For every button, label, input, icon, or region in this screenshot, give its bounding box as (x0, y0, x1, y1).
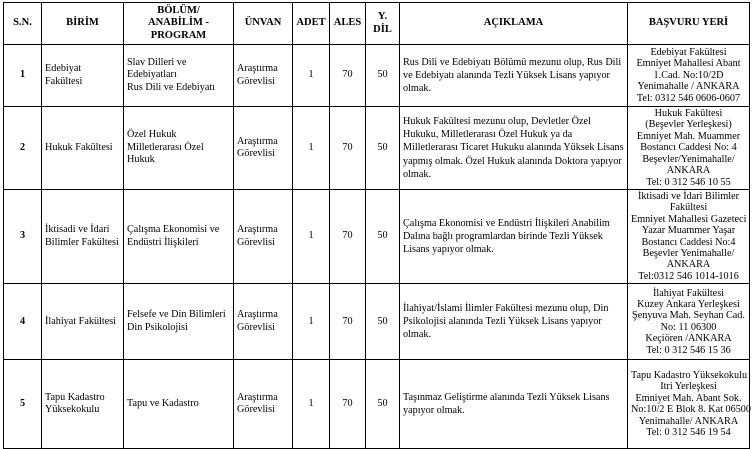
address-line: (Beşevler Yerleşkesi) (645, 119, 732, 131)
address-line: Hukuk Fakültesi (654, 108, 723, 119)
cell-basvuru (628, 189, 750, 283)
cell-line: Araştırma (237, 224, 278, 236)
cell-bolum (124, 107, 234, 190)
address-line: Tel: 0312 546 0606-0607 (636, 92, 741, 104)
cell-unvan (234, 45, 293, 107)
address-line: Tel: 0 312 546 15 36 (646, 344, 731, 356)
address-line: Beşevler/Yenimahalle/ (642, 153, 735, 165)
cell-bolum (124, 284, 234, 360)
header-ydil-line: Y. (377, 11, 388, 23)
header-aciklama: AÇIKLAMA (400, 3, 628, 45)
header-unvan: ÜNVAN (234, 3, 293, 45)
address-line: Tapu Kadastro Yüksekokulu (631, 370, 748, 382)
address-line: İktisadi ve İdari Bilimler (638, 190, 739, 202)
cell-birim (42, 107, 124, 190)
cell-ales: 70 (330, 189, 366, 283)
cell-bolum (124, 189, 234, 283)
table-row (4, 45, 750, 107)
cell-ales: 70 (330, 45, 366, 107)
address-line: Tel: 0 312 546 19 54 (646, 427, 731, 439)
address-line: Bostancı Caddesi No:4 (641, 236, 736, 248)
cell-line: Araştırma (237, 309, 278, 321)
cell-line: Rus Dili ve Edebiyatı (127, 81, 215, 93)
cell-line: Görevlisi (237, 75, 275, 87)
header-birim: BİRİM (42, 3, 124, 45)
cell-birim (42, 189, 124, 283)
cell-unvan (234, 189, 293, 283)
cell-line: Hukuk (127, 154, 155, 166)
header-ydil-line: DİL (373, 23, 392, 35)
address-line: Emniyet Mahallesi Gazeteci (631, 213, 747, 225)
cell-line: Hukuk Fakültesi (45, 141, 113, 153)
cell-ydil: 50 (366, 284, 400, 360)
cell-birim (42, 284, 124, 360)
header-bolum-line: ANABİLİM - (148, 17, 209, 29)
address-line: Itri Yerleşkesi (660, 381, 717, 393)
address-line: ANKARA (666, 165, 711, 177)
cell-line: Bilimler Fakültesi (45, 236, 119, 248)
table-row (4, 189, 750, 283)
cell-aciklama: Çalışma Ekonomisi ve Endüstri İlişkileri Anabilim Dalına bağlı programlardan birinde Tezli Yüksek Lisans yapıyor olmak. (400, 189, 628, 283)
cell-unvan (234, 284, 293, 360)
cell-line: Tapu Kadastro (45, 391, 105, 403)
cell-line: Tapu ve Kadastro (127, 398, 199, 410)
cell-line: Çalışma Ekonomisi ve (127, 224, 220, 236)
address-line: No: 11 06300 (660, 321, 717, 333)
address-line: Yazar Muammer Yaşar (641, 225, 736, 237)
address-line: Fakültesi (669, 202, 708, 214)
cell-sn: 2 (4, 107, 42, 190)
cell-line: İktisadi ve İdari (45, 224, 110, 236)
header-row (4, 3, 750, 45)
cell-line: Slav Dilleri ve (127, 56, 187, 68)
header-sn: S.N. (4, 3, 42, 45)
address-line: Edebiyat Fakültesi (650, 46, 727, 58)
cell-unvan (234, 107, 293, 190)
header-adet: ADET (293, 3, 330, 45)
cell-line: Araştırma (237, 63, 278, 75)
cell-ales: 70 (330, 360, 366, 449)
address-line: Emniyet Mah. Abant Sok. (635, 392, 742, 404)
address-line: Keçiören /ANKARA (645, 333, 732, 345)
address-line: Kuzey Ankara Yerleşkesi (637, 298, 740, 310)
address-line: Yenimahalle/ ANKARA (638, 415, 739, 427)
address-line: Emniyet Mah. Muammer (636, 130, 741, 142)
table-row (4, 107, 750, 190)
cell-basvuru (628, 45, 750, 107)
cell-bolum (124, 360, 234, 449)
cell-line: Görevlisi (237, 236, 275, 248)
cell-basvuru (628, 107, 750, 190)
cell-birim (42, 45, 124, 107)
cell-line: Edebiyatları (127, 69, 177, 81)
cell-birim (42, 360, 124, 449)
cell-adet: 1 (293, 360, 330, 449)
address-line: Şenyuva Mah. Seyhan Cad. (632, 310, 745, 322)
cell-aciklama: Taşınmaz Geliştirme alanında Tezli Yüksek Lisans yapıyor olmak. (400, 360, 628, 449)
cell-line: Araştırma (237, 391, 278, 403)
cell-sn: 3 (4, 189, 42, 283)
header-bolum-line: BÖLÜM/ (157, 5, 200, 17)
cell-basvuru (628, 360, 750, 449)
cell-line: Görevlisi (237, 404, 275, 416)
cell-ydil: 50 (366, 107, 400, 190)
cell-line: Yüksekokulu (45, 404, 100, 416)
cell-adet: 1 (293, 284, 330, 360)
cell-adet: 1 (293, 45, 330, 107)
cell-line: Özel Hukuk (127, 129, 177, 141)
cell-line: Felsefe ve Din Bilimleri (127, 309, 226, 321)
cell-bolum (124, 45, 234, 107)
address-line: Beşevler Yenimahalle/ (642, 248, 735, 260)
cell-sn: 4 (4, 284, 42, 360)
positions-table (3, 2, 750, 449)
cell-line: İlahiyat Fakültesi (45, 315, 117, 327)
cell-ales: 70 (330, 107, 366, 190)
table-row (4, 360, 750, 449)
cell-aciklama: Hukuk Fakültesi mezunu olup, Devletler Özel Hukuku, Milletlerarası Özel Hukuk ya da Milletlerarası Ticaret Hukuku alanında Yüksek Lisans yapmış olmak. Özel Hukuk alanında Doktora yapıyor olmak. (400, 107, 628, 190)
address-line: Yenimahalle / ANKARA (637, 81, 740, 93)
cell-line: Milletlerarası Özel (127, 141, 204, 153)
cell-aciklama: Rus Dili ve Edebiyatı Bölümü mezunu olup, Rus Dili ve Edebiyatı alanında Tezli Yüksek Lisans yapıyor olmak. (400, 45, 628, 107)
header-ydil (366, 3, 400, 45)
address-line: Emniyet Mahallesi Abant (636, 58, 741, 70)
address-line: Tel: 0 312 546 10 55 (646, 176, 731, 188)
header-bolum (124, 3, 234, 45)
address-line: 1.Cad. No:10/2D (653, 69, 724, 81)
cell-line: Araştırma (237, 135, 278, 147)
address-line: ANKARA (666, 259, 711, 271)
header-ales: ALES (330, 3, 366, 45)
cell-line: Edebiyat (45, 63, 82, 75)
cell-aciklama: İlahiyat/İslami İlimler Fakültesi mezunu olup, Din Psikolojisi alanında Tezli Yüksek Lisans yapıyor olmak. (400, 284, 628, 360)
cell-sn: 5 (4, 360, 42, 449)
cell-basvuru (628, 284, 750, 360)
address-line: İlahiyat Fakültesi (652, 287, 724, 299)
cell-ydil: 50 (366, 360, 400, 449)
cell-line: Fakültesi (45, 75, 83, 87)
cell-line: Din Psikolojisi (127, 321, 188, 333)
table-row (4, 284, 750, 360)
address-line: Tel:0312 546 1014-1016 (638, 270, 739, 282)
cell-line: Endüstri İlişkileri (127, 236, 199, 248)
cell-ydil: 50 (366, 45, 400, 107)
cell-line: Görevlisi (237, 147, 275, 159)
address-line: No:10/2 E Blok 8. Kat 06500 (631, 404, 751, 416)
address-line: Bostancı Caddesi No: 4 (640, 142, 737, 154)
cell-line: Görevlisi (237, 321, 275, 333)
cell-adet: 1 (293, 189, 330, 283)
cell-sn: 1 (4, 45, 42, 107)
cell-adet: 1 (293, 107, 330, 190)
header-basvuru: BAŞVURU YERİ (628, 3, 750, 45)
cell-unvan (234, 360, 293, 449)
cell-ydil: 50 (366, 189, 400, 283)
cell-ales: 70 (330, 284, 366, 360)
header-bolum-line: PROGRAM (150, 29, 207, 41)
